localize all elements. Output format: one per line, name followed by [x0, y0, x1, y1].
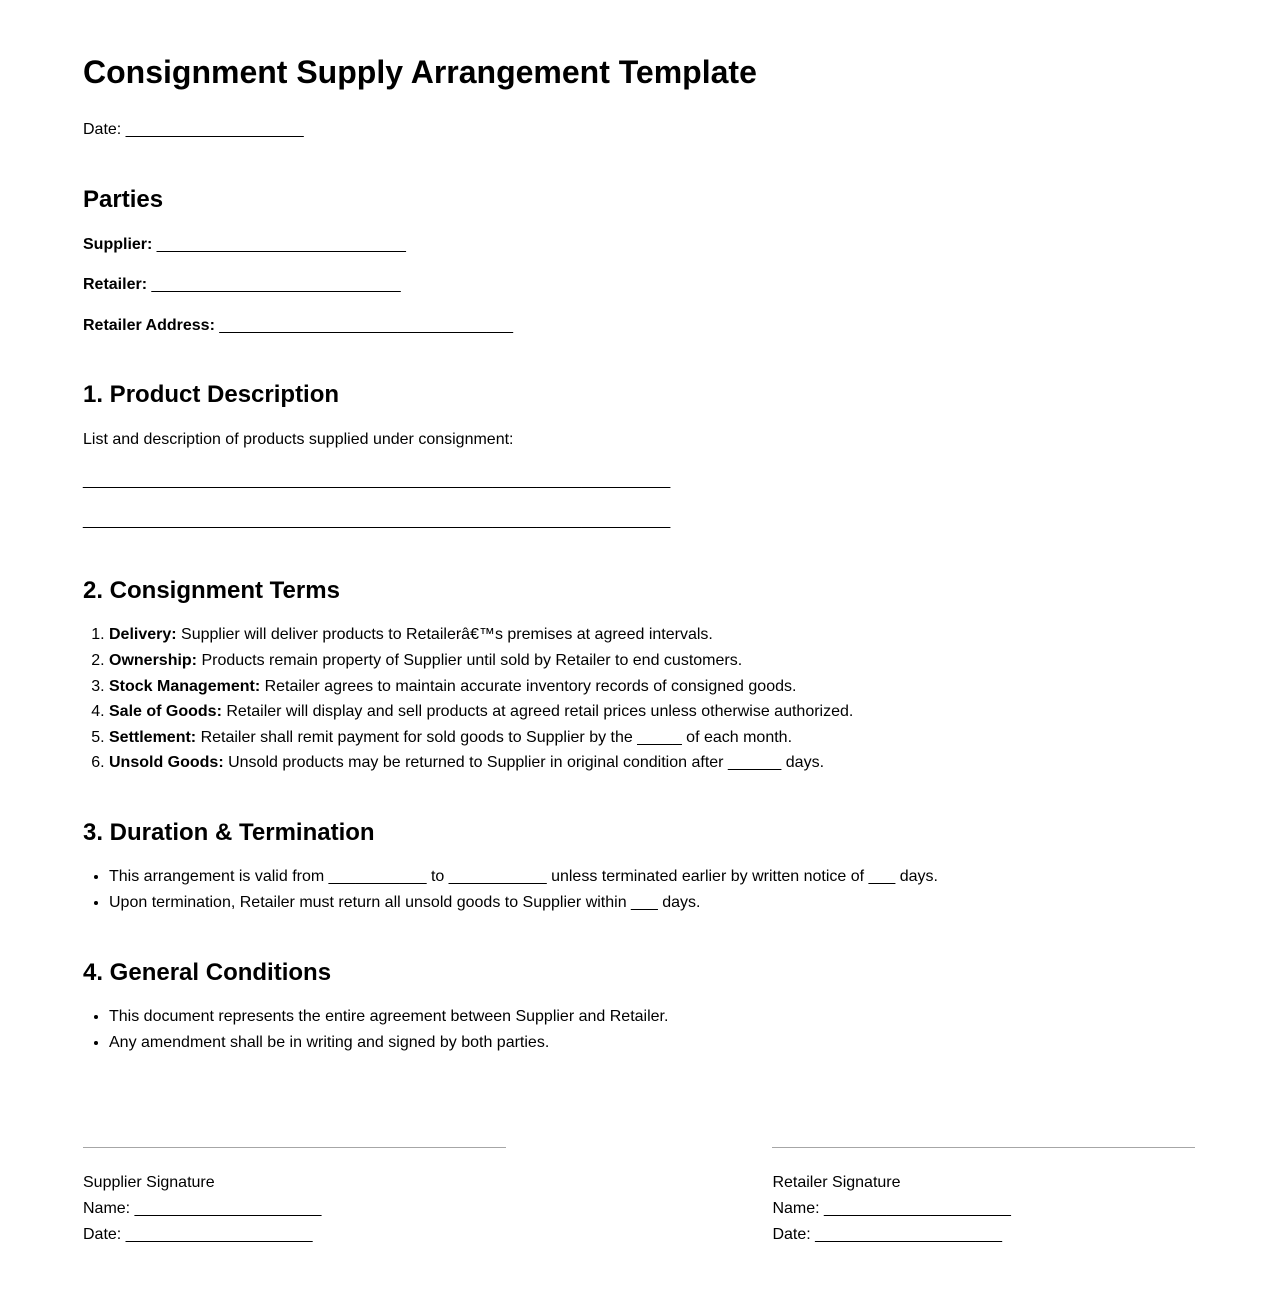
general-item-entire-agreement: • This document represents the entire agreement between Supplier and Retailer. [109, 1004, 1195, 1030]
term-item-delivery [109, 622, 1195, 648]
retailer-signature-block [772, 1147, 1195, 1247]
product-description-intro: List and description of products supplied under consignment: [83, 430, 514, 448]
term-item-settlement [109, 725, 1195, 751]
retailer-field [83, 272, 1195, 298]
term-label: Sale of Goods: [109, 703, 222, 721]
general-conditions-heading: 4. General Conditions [83, 958, 332, 986]
product-write-line-1: __________________________________________________________________ [83, 471, 671, 489]
term-text: Retailer agrees to maintain accurate inventory records of consigned goods. [260, 677, 797, 695]
retailer-date-field [772, 1222, 1195, 1248]
date-label: Date: [83, 1225, 122, 1243]
name-label: Name: [83, 1200, 131, 1218]
term-item-unsold-goods [109, 750, 1195, 776]
date-label: Date: [772, 1225, 811, 1243]
supplier-label: Supplier: [83, 235, 153, 253]
retailer-signature-role: Retailer Signature [772, 1174, 901, 1192]
duration-termination-heading: 3. Duration & Termination [83, 818, 375, 846]
consignment-terms-heading: 2. Consignment Terms [83, 576, 340, 604]
general-item-amendment: • Any amendment shall be in writing and signed by both parties. [109, 1030, 1195, 1056]
document-title: Consignment Supply Arrangement Template [83, 54, 757, 90]
date-blank: ____________________ [125, 121, 304, 139]
retailer-address-field [83, 313, 1195, 339]
retailer-address-label: Retailer Address: [83, 316, 215, 334]
name-blank: _____________________ [824, 1200, 1011, 1218]
term-text: Retailer shall remit payment for sold goods to Supplier by the _____ of each month. [196, 728, 793, 746]
term-text: Supplier will deliver products to Retailerâ€™s premises at agreed intervals. [176, 626, 713, 644]
product-description-heading: 1. Product Description [83, 381, 340, 409]
term-item-ownership [109, 648, 1195, 674]
supplier-field [83, 232, 1195, 258]
retailer-blank: ____________________________ [151, 276, 401, 294]
supplier-blank: ____________________________ [156, 235, 406, 253]
duration-termination-list [83, 864, 1195, 915]
date-blank: _____________________ [125, 1225, 313, 1243]
duration-item-return: • Upon termination, Retailer must return all unsold goods to Supplier within ___ days. [109, 890, 1195, 916]
consignment-terms-list [83, 622, 1195, 776]
term-label: Delivery: [109, 626, 177, 644]
retailer-name-field [772, 1196, 1195, 1222]
term-text: Products remain property of Supplier until sold by Retailer to end customers. [197, 651, 743, 669]
duration-item-validity: • This arrangement is valid from ___________ to ___________ unless terminated earlier by written notice of ___ days. [109, 864, 1195, 890]
date-field [83, 117, 1195, 143]
term-label: Ownership: [109, 651, 198, 669]
supplier-signature-block [83, 1147, 506, 1247]
general-conditions-list [83, 1004, 1195, 1055]
signature-section [83, 1147, 1195, 1247]
term-label: Settlement: [109, 728, 197, 746]
name-label: Name: [772, 1200, 820, 1218]
parties-heading: Parties [83, 185, 164, 213]
product-write-line-2: __________________________________________________________________ [83, 512, 671, 530]
name-blank: _____________________ [134, 1200, 322, 1218]
term-text: Retailer will display and sell products at agreed retail prices unless otherwise authorized. [221, 703, 854, 721]
term-text: Unsold products may be returned to Supplier in original condition after ______ days. [223, 754, 825, 772]
supplier-name-field [83, 1196, 506, 1222]
term-item-sale-of-goods [109, 699, 1195, 725]
term-label: Unsold Goods: [109, 754, 224, 772]
retailer-address-blank: _________________________________ [219, 316, 514, 334]
term-item-stock-management [109, 674, 1195, 700]
date-blank: _____________________ [815, 1225, 1003, 1243]
supplier-signature-role: Supplier Signature [83, 1174, 215, 1192]
retailer-label: Retailer: [83, 276, 148, 294]
date-label: Date: [83, 121, 122, 139]
term-label: Stock Management: [109, 677, 261, 695]
supplier-date-field [83, 1222, 506, 1248]
